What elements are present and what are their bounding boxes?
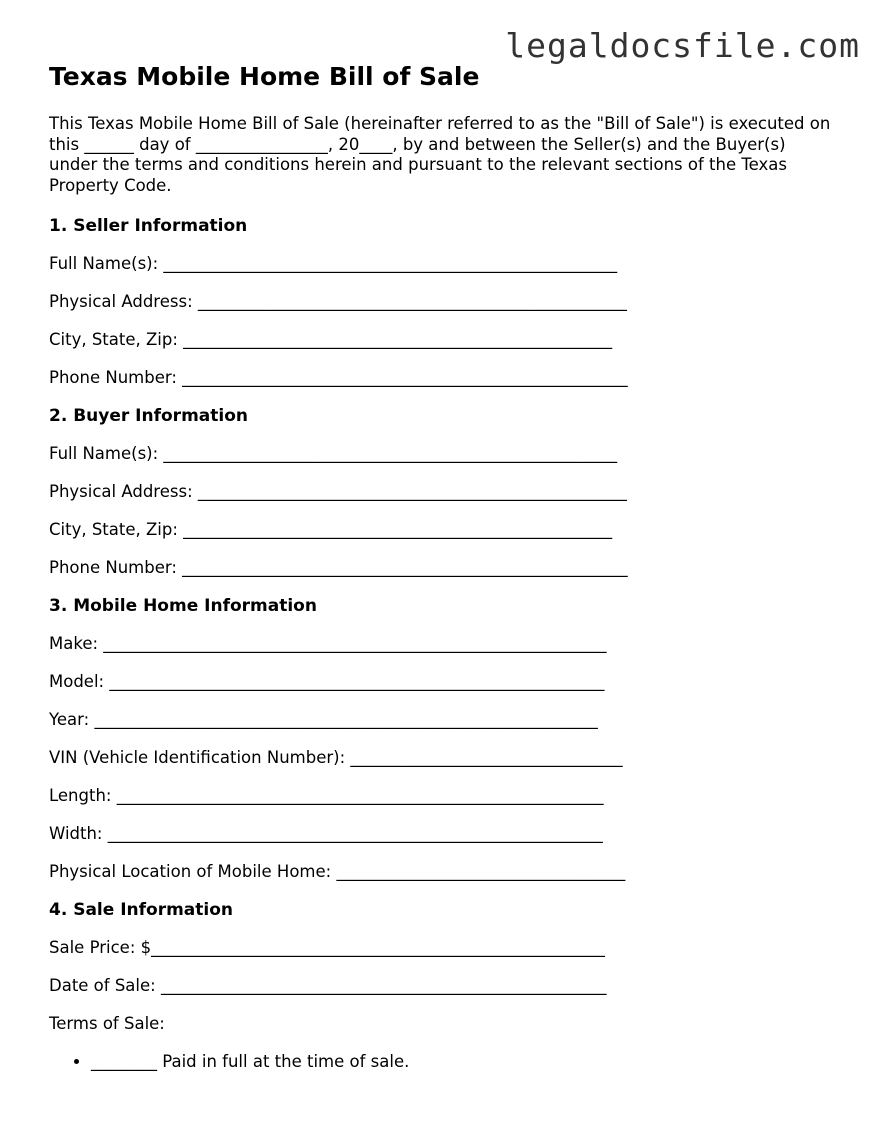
buyer-city-field[interactable]: City, State, Zip: ____________________________________________________ xyxy=(49,519,613,539)
buyer-heading: 2. Buyer Information xyxy=(49,405,248,426)
terms-label: Terms of Sale: xyxy=(49,1013,165,1033)
home-year-field[interactable]: Year: _____________________________________________________________ xyxy=(49,709,598,729)
page-title: Texas Mobile Home Bill of Sale xyxy=(49,62,480,91)
sale-price-field[interactable]: Sale Price: $_______________________________________________________ xyxy=(49,937,605,957)
seller-address-field[interactable]: Physical Address: ____________________________________________________ xyxy=(49,291,627,311)
sale-heading: 4. Sale Information xyxy=(49,899,234,920)
seller-heading: 1. Seller Information xyxy=(49,215,248,236)
home-heading: 3. Mobile Home Information xyxy=(49,595,317,616)
watermark: legaldocsfile.com xyxy=(505,26,860,65)
intro-paragraph: This Texas Mobile Home Bill of Sale (hereinafter referred to as the "Bill of Sale") is executed on this ______ day of ________________, 20____, by and between the Seller(s) and the Buyer(s) under the terms and conditions herein and pursuant to the relevant sections of the Texas Property Code. xyxy=(49,114,831,196)
home-vin-field[interactable]: VIN (Vehicle Identification Number): _________________________________ xyxy=(49,747,623,767)
sale-date-field[interactable]: Date of Sale: ______________________________________________________ xyxy=(49,975,607,995)
home-location-field[interactable]: Physical Location of Mobile Home: ___________________________________ xyxy=(49,861,626,881)
seller-phone-field[interactable]: Phone Number: ______________________________________________________ xyxy=(49,367,628,387)
home-model-field[interactable]: Model: ____________________________________________________________ xyxy=(49,671,605,691)
terms-item-paid-in-full[interactable]: • ________ Paid in full at the time of sale. xyxy=(91,1043,849,1081)
terms-list xyxy=(49,1043,849,1081)
buyer-address-field[interactable]: Physical Address: ____________________________________________________ xyxy=(49,481,627,501)
buyer-full-name-field[interactable]: Full Name(s): _______________________________________________________ xyxy=(49,443,618,463)
document-page xyxy=(49,58,849,1081)
home-width-field[interactable]: Width: ____________________________________________________________ xyxy=(49,823,603,843)
home-length-field[interactable]: Length: ___________________________________________________________ xyxy=(49,785,604,805)
home-make-field[interactable]: Make: _____________________________________________________________ xyxy=(49,633,607,653)
buyer-phone-field[interactable]: Phone Number: ______________________________________________________ xyxy=(49,557,628,577)
seller-city-field[interactable]: City, State, Zip: ____________________________________________________ xyxy=(49,329,613,349)
seller-full-name-field[interactable]: Full Name(s): _______________________________________________________ xyxy=(49,253,618,273)
